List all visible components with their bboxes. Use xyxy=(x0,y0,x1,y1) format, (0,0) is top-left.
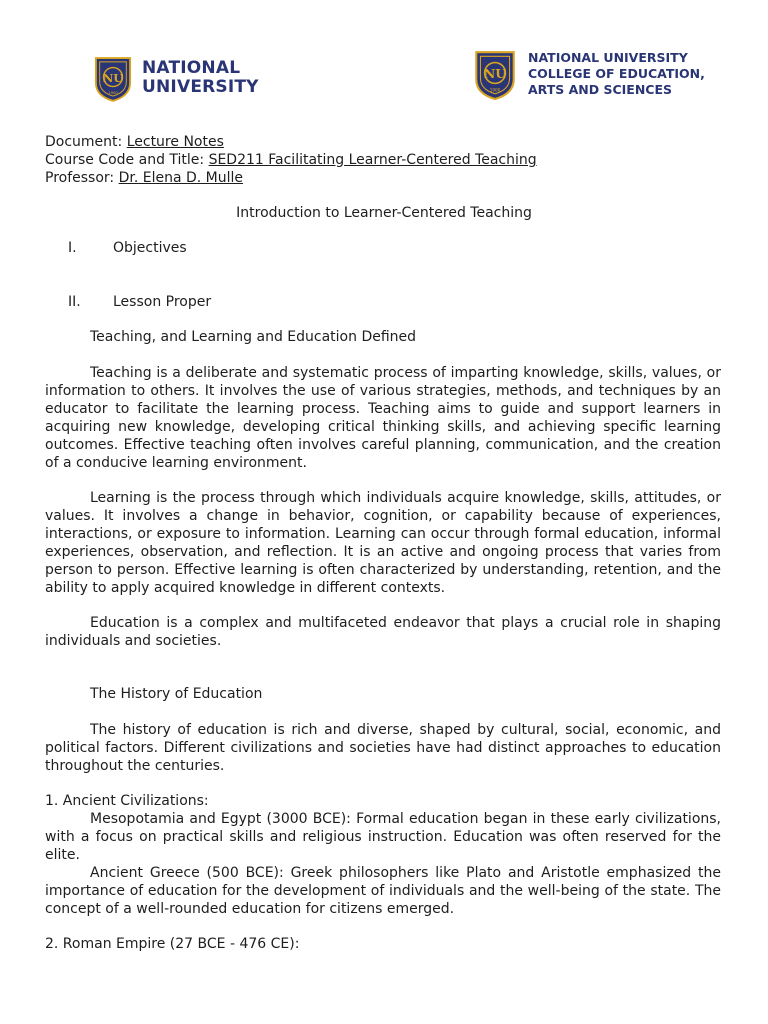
section-lesson-proper xyxy=(68,294,211,310)
logo-line-2: UNIVERSITY xyxy=(142,77,259,97)
paragraph-history: The history of education is rich and diverse, shaped by cultural, social, economic, and political factors. Different civilizations and societies have had distinct approaches to education throughout the centuries. xyxy=(45,722,721,774)
logo-line-1: NATIONAL xyxy=(142,58,241,78)
meta-professor-label: Professor: xyxy=(45,170,119,186)
meta-course-value: SED211 Facilitating Learner-Centered Teaching xyxy=(208,152,537,168)
college-logo xyxy=(474,48,705,100)
nu-seal-year: 1900 xyxy=(108,90,118,96)
meta-professor-row xyxy=(45,169,537,187)
paragraph-learning: Learning is the process through which individuals acquire knowledge, skills, attitudes, or values. It involves a change in behavior, cognition, or capability because of experiences, interactions, or exposure to information. Learning can occur through formal education, informal experiences, observation, and reflection. It is an active and ongoing process that varies from person to person. Effective learning is often characterized by understanding, retention, and the ability to apply acquired knowledge in different contexts. xyxy=(45,490,721,596)
list-item-ancient-civilizations: 1. Ancient Civilizations: xyxy=(45,793,209,809)
section-number: II. xyxy=(68,294,81,310)
national-university-logo xyxy=(94,54,259,102)
college-line-1: NATIONAL UNIVERSITY xyxy=(528,50,688,65)
section-objectives xyxy=(68,240,187,256)
nu-seal-icon xyxy=(94,54,132,102)
nu-seal-year: 1900 xyxy=(489,87,501,93)
meta-document-value: Lecture Notes xyxy=(126,134,224,150)
subheading-defined: Teaching, and Learning and Education Defined xyxy=(90,329,417,345)
logo-wordmark xyxy=(142,59,259,97)
document-meta xyxy=(45,133,537,187)
nu-seal-icon xyxy=(474,48,516,100)
meta-document-row xyxy=(45,133,537,151)
list-item-roman-empire: 2. Roman Empire (27 BCE - 476 CE): xyxy=(45,936,300,952)
paragraph-education: Education is a complex and multifaceted endeavor that plays a crucial role in shaping individuals and societies. xyxy=(45,615,721,649)
section-number: I. xyxy=(68,240,77,256)
meta-document-label: Document: xyxy=(45,134,127,150)
subheading-history: The History of Education xyxy=(90,686,263,702)
paragraph-mesopotamia: Mesopotamia and Egypt (3000 BCE): Formal education began in these early civilizations, with a focus on practical skills and religious instruction. Education was often reserved for the elite. xyxy=(45,811,721,863)
college-wordmark xyxy=(528,50,705,98)
college-line-2: COLLEGE OF EDUCATION, xyxy=(528,66,705,81)
section-label: Objectives xyxy=(113,240,187,256)
nu-seal-letters: NU xyxy=(483,66,507,82)
college-line-3: ARTS AND SCIENCES xyxy=(528,82,673,97)
paragraph-teaching: Teaching is a deliberate and systematic process of imparting knowledge, skills, values, or information to others. It involves the use of various strategies, methods, and techniques by an educator to facilitate the learning process. Teaching aims to guide and support learners in acquiring new knowledge, developing critical thinking skills, and achieving specific learning outcomes. Effective teaching often involves careful planning, communication, and the creation of a conducive learning environment. xyxy=(45,365,721,471)
section-label: Lesson Proper xyxy=(113,294,212,310)
nu-seal-letters: NU xyxy=(102,70,124,85)
meta-course-label: Course Code and Title: xyxy=(45,152,209,168)
document-title: Introduction to Learner-Centered Teaching xyxy=(236,205,532,221)
meta-professor-value: Dr. Elena D. Mulle xyxy=(118,170,244,186)
meta-course-row xyxy=(45,151,537,169)
paragraph-greece: Ancient Greece (500 BCE): Greek philosophers like Plato and Aristotle emphasized the importance of education for the development of individuals and the well-being of the state. The concept of a well-rounded education for citizens emerged. xyxy=(45,865,721,917)
